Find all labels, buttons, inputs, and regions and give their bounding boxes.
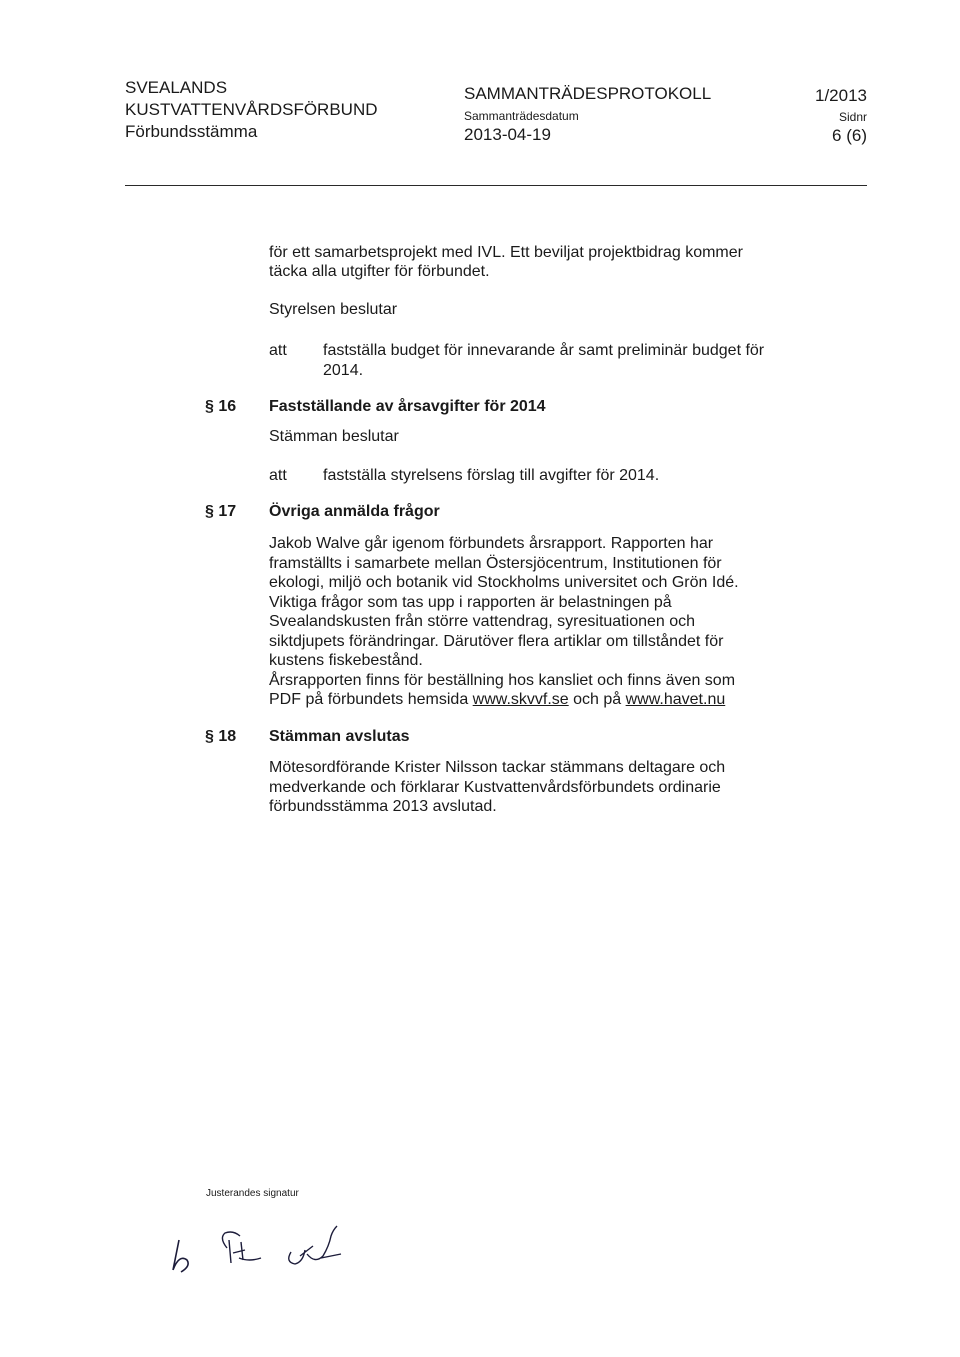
section-16-title: Fastställande av årsavgifter för 2014 [269,398,546,415]
last-line-mid: och på [568,691,626,708]
section-18-line: förbundsstämma 2013 avslutad. [269,798,497,815]
org-name-line2: KUSTVATTENVÅRDSFÖRBUND [125,100,378,119]
section-17-body [269,534,739,710]
continuation-line-2: täcka alla utgifter för förbundet. [269,263,490,280]
section-16-number: § 16 [205,398,237,415]
decision-line-1: fastställa budget för innevarande år samt preliminär budget för [323,342,765,359]
section-18-line: Mötesordförande Krister Nilsson tackar stämmans deltagare och [269,759,726,776]
section-16-decides: Stämman beslutar [269,428,399,445]
section-17-line: Viktiga frågor som tas upp i rapporten är belastningen på [269,593,672,611]
section-18-title: Stämman avslutas [269,728,410,745]
section-18-body [269,758,725,817]
meeting-date: 2013-04-19 [464,125,551,144]
continuation-line-1: för ett samarbetsprojekt med IVL. Ett beviljat projektbidrag kommer [269,244,743,261]
section-17-line: Årsrapporten finns för beställning hos kansliet och finns även som [269,671,736,689]
decision-line-2: 2014. [323,362,364,379]
section-17-line: ekologi, miljö och botanik vid Stockholms universitet och Grön Idé. [269,574,739,591]
section-16-att: att [269,467,287,484]
section-16-decision: fastställa styrelsens förslag till avgifter för 2014. [323,467,660,484]
section-17-last-line [269,690,739,710]
signature-label: Justerandes signatur [206,1188,299,1199]
org-name-line1: SVEALANDS [125,78,228,97]
skvvf-link[interactable]: www.skvvf.se [472,691,569,708]
section-18-line: medverkande och förklarar Kustvattenvårdsförbundets ordinarie [269,778,721,796]
last-line-prefix: PDF på förbundets hemsida [269,691,473,708]
date-label: Sammanträdesdatum [464,109,579,123]
org-name-line3: Förbundsstämma [125,122,258,141]
handwritten-signatures [165,1218,355,1288]
havet-link[interactable]: www.havet.nu [625,691,726,708]
header-divider [125,185,867,186]
section-18-number: § 18 [205,728,237,745]
section-17-line: kustens fiskebestånd. [269,652,423,669]
section-17-line: framställts i samarbete mellan Östersjöcentrum, Institutionen för [269,554,722,572]
section-17-number: § 17 [205,503,237,520]
section-17-title: Övriga anmälda frågor [269,503,440,520]
att-keyword: att [269,342,287,359]
page-number: 6 (6) [832,126,867,145]
page-label: Sidnr [838,110,867,124]
board-decides: Styrelsen beslutar [269,301,398,318]
section-17-line: siktdjupets förändringar. Därutöver flera artiklar om tillståndet för [269,632,724,650]
section-17-line: Svealandskusten från större vattendrag, syresituationen och [269,613,696,630]
protocol-number: 1/2013 [815,86,867,105]
section-17-line: Jakob Walve går igenom förbundets årsrapport. Rapporten har [269,535,714,552]
doc-type: SAMMANTRÄDESPROTOKOLL [464,84,712,103]
